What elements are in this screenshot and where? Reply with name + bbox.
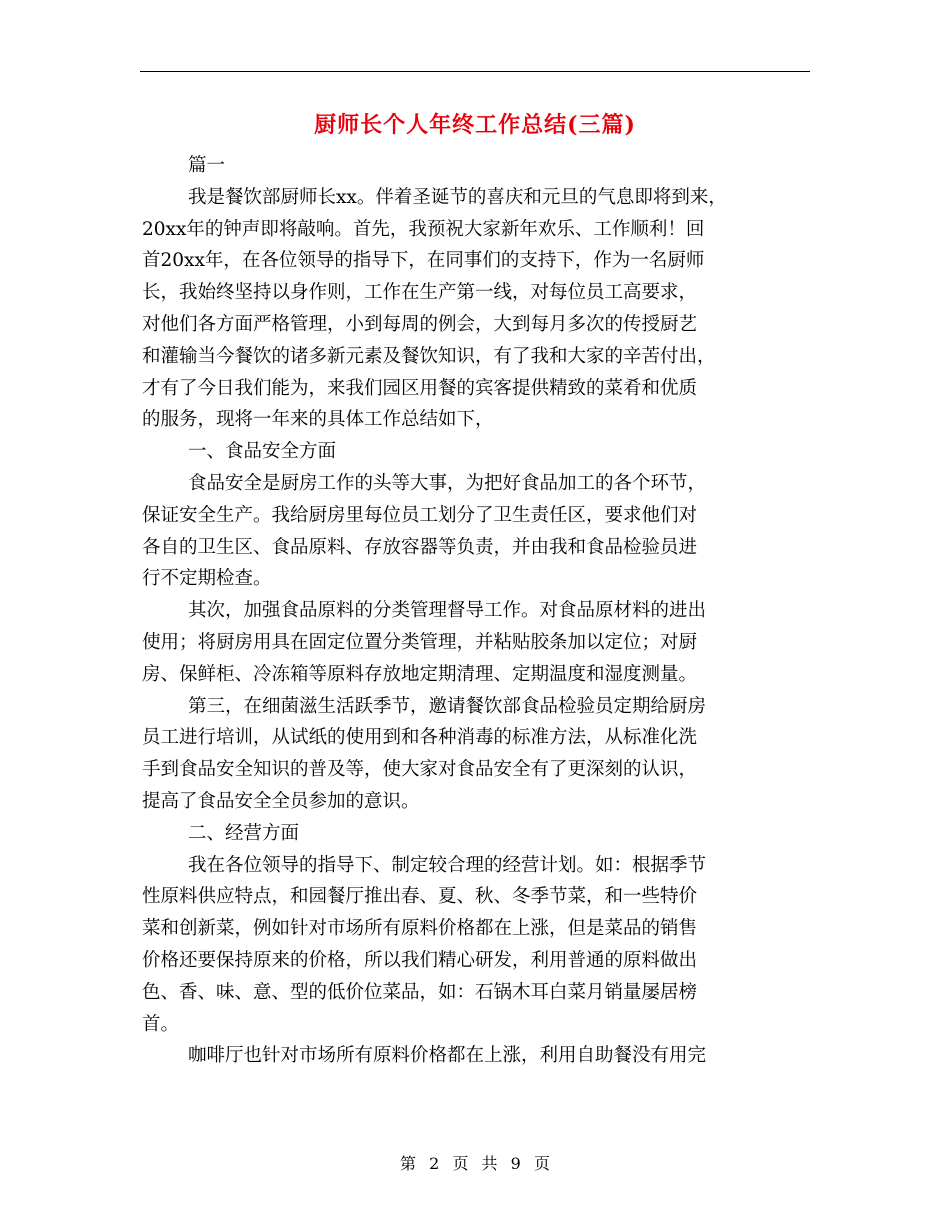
section-heading: 一、食品安全方面 xyxy=(188,441,337,463)
text-line: 对他们各方面严格管理，小到每周的例会，大到每月多次的传授厨艺 xyxy=(142,313,698,335)
section-heading: 二、经营方面 xyxy=(188,822,300,844)
text-line: 首20xx年，在各位领导的指导下，在同事们的支持下，作为一名厨师 xyxy=(142,250,705,272)
page-footer xyxy=(0,1152,950,1176)
text-line: 其次，加强食品原料的分类管理督导工作。对食品原材料的进出 xyxy=(188,600,707,622)
text-line: 食品安全是厨房工作的头等大事，为把好食品加工的各个环节， xyxy=(188,472,707,494)
footer-suffix: 页 xyxy=(533,1154,550,1173)
total-pages: 9 xyxy=(510,1154,521,1173)
document-body xyxy=(142,150,812,1072)
document-title: 厨师长个人年终工作总结(三篇) xyxy=(314,112,636,138)
text-line: 咖啡厅也针对市场所有原料价格都在上涨，利用自助餐没有用完 xyxy=(188,1045,707,1067)
text-line: 和灌输当今餐饮的诸多新元素及餐饮知识，有了我和大家的辛苦付出， xyxy=(142,345,716,367)
text-line: 价格还要保持原来的价格，所以我们精心研发，利用普通的原料做出 xyxy=(142,949,698,971)
footer-prefix: 第 xyxy=(400,1154,417,1173)
text-line: 第三，在细菌滋生活跃季节，邀请餐饮部食品检验员定期给厨房 xyxy=(188,695,707,717)
text-line: 的服务，现将一年来的具体工作总结如下， xyxy=(142,409,494,431)
footer-middle: 页 xyxy=(452,1154,469,1173)
text-line: 提高了食品安全全员参加的意识。 xyxy=(142,790,420,812)
text-line: 我在各位领导的指导下、制定较合理的经营计划。如：根据季节 xyxy=(188,854,707,876)
text-line: 菜和创新菜，例如针对市场所有原料价格都在上涨，但是菜品的销售 xyxy=(142,918,698,940)
page-number: 2 xyxy=(429,1154,440,1173)
footer-total-prefix: 共 xyxy=(481,1154,498,1173)
text-line: 行不定期检查。 xyxy=(142,568,272,590)
text-line: 我是餐饮部厨师长xx。伴着圣诞节的喜庆和元旦的气息即将到来， xyxy=(188,186,727,208)
text-line: 才有了今日我们能为，来我们园区用餐的宾客提供精致的菜肴和优质 xyxy=(142,377,698,399)
text-line: 长，我始终坚持以身作则，工作在生产第一线，对每位员工高要求， xyxy=(142,282,698,304)
text-line: 员工进行培训，从试纸的使用到和各种消毒的标准方法，从标准化洗 xyxy=(142,727,698,749)
header-rule xyxy=(140,71,810,72)
text-line: 保证安全生产。我给厨房里每位员工划分了卫生责任区，要求他们对 xyxy=(142,504,698,526)
text-line: 色、香、味、意、型的低价位菜品，如：石锅木耳白菜月销量屡居榜 xyxy=(142,981,698,1003)
text-line: 手到食品安全知识的普及等，使大家对食品安全有了更深刻的认识， xyxy=(142,759,698,781)
text-line: 房、保鲜柜、冷冻箱等原料存放地定期清理、定期温度和湿度测量。 xyxy=(142,663,698,685)
text-line: 使用；将厨房用具在固定位置分类管理，并粘贴胶条加以定位；对厨 xyxy=(142,631,698,653)
text-line: 各自的卫生区、食品原料、存放容器等负责，并由我和食品检验员进 xyxy=(142,536,698,558)
text-line: 性原料供应特点，和园餐厅推出春、夏、秋、冬季节菜，和一些特价 xyxy=(142,886,698,908)
text-line: 篇一 xyxy=(188,155,226,176)
text-line: 首。 xyxy=(142,1013,180,1035)
text-line: 20xx年的钟声即将敲响。首先，我预祝大家新年欢乐、工作顺利！回 xyxy=(142,218,705,240)
